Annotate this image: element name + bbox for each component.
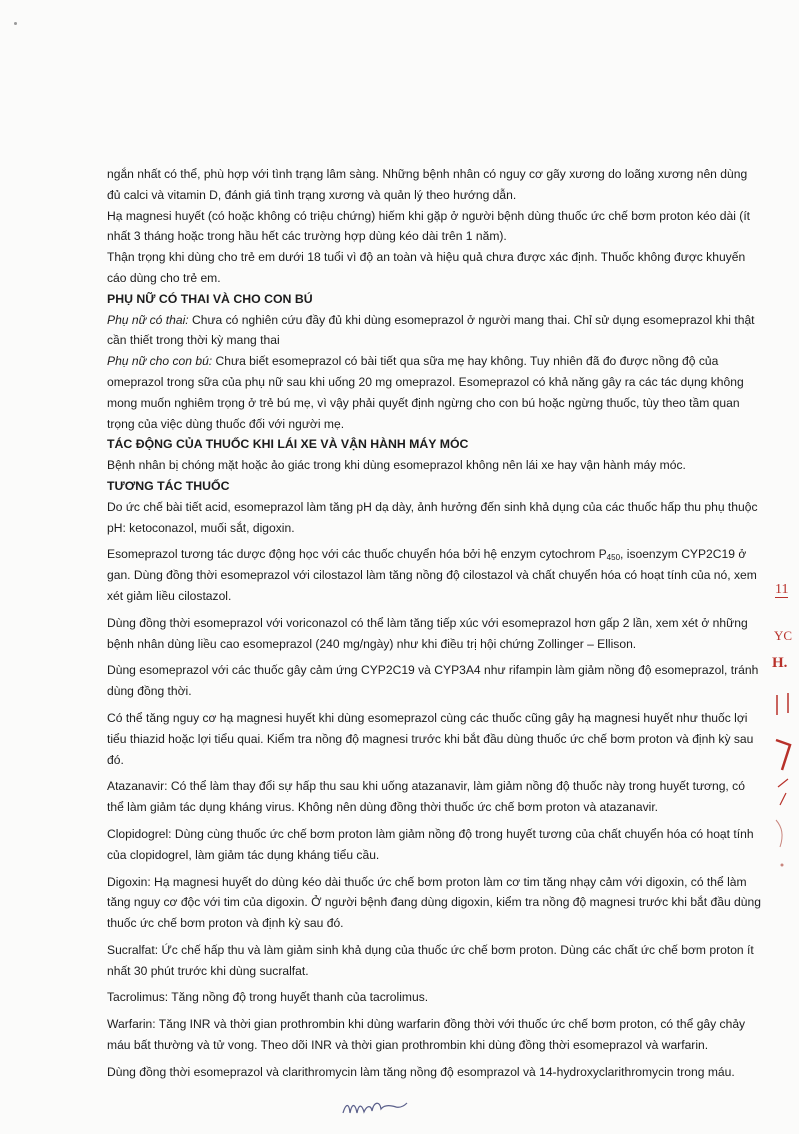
paragraph: Dùng esomeprazol với các thuốc gây cảm ứng CYP2C19 và CYP3A4 như rifampin làm giảm nồng độ esomeprazol, tránh dùng đồng thời. [107,663,759,699]
paragraph: ngắn nhất có thể, phù hợp với tình trạng lâm sàng. Những bệnh nhân có nguy cơ gãy xương do loãng xương nên dùng đủ calci và vitamin D, đánh giá tình trạng xương và quản lý theo hướng dẫn. [107,167,748,202]
paragraph-sucralfat: Sucralfat: Ức chế hấp thu và làm giảm sinh khả dụng của thuốc ức chế bơm proton. Dùng các chất ức chế bơm proton ít nhất 30 phút trước khi dùng sucralfat. [107,942,754,978]
paragraph: Dùng đồng thời esomeprazol và clarithromycin làm tăng nồng độ esomprazol và 14-hydroxyclarithromycin trong máu. [107,1064,735,1079]
paragraph-pregnancy [107,310,762,352]
paragraph-tacrolimus: Tacrolimus: Tăng nồng độ trong huyết thanh của tacrolimus. [107,990,429,1005]
stamp-fragment: 11 [775,582,789,597]
paragraph: Dùng đồng thời esomeprazol với voriconazol có thể làm tăng tiếp xúc với esomeprazol hơn gấp 2 lần, xem xét ở những bệnh nhân dùng liều cao esomeprazol (240 mg/ngày) như khi điều trị hội chứng Zollinger – Ellison. [107,615,748,651]
stamp-stroke-marks [768,565,798,885]
margin-stamp-fragments [768,565,798,885]
text-breastfeeding: Chưa biết esomeprazol có bài tiết qua sữa mẹ hay không. Tuy nhiên đã đo được nồng độ của omeprazol trong sữa của phụ nữ sau khi uống 20 mg omeprazol. Esomeprazol có khả năng gây ra các tác dụng không mong muốn nghiêm trọng ở trẻ bú mẹ, vì vậy phải quyết định ngừng cho con bú hoặc ngừng thuốc, tùy theo tầm quan trọng của việc dùng thuốc đối với người mẹ. [107,354,744,431]
stamp-fragment: YC [774,628,793,643]
section-heading-driving: TÁC ĐỘNG CỦA THUỐC KHI LÁI XE VÀ VẬN HÀNH MÁY MÓC [107,437,469,452]
paragraph-clopidogrel: Clopidogrel: Dùng cùng thuốc ức chế bơm proton làm giảm nồng độ trong huyết tương của chất chuyển hóa có hoạt tính của clopidogrel, làm giảm tác dụng kháng tiểu cầu. [107,826,754,862]
paragraph-breastfeeding [107,351,762,434]
text-part: Esomeprazol tương tác dược động học với các thuốc chuyển hóa bởi hệ enzym cytochrom P [107,547,607,562]
text-part: , isoenzym CYP2C19 ở gan. Dùng đồng thời esomeprazol với cilostazol làm tăng nồng độ cilostazol và chất chuyển hóa có hoạt tính của nó, xem xét giảm liều cilostazol. [107,547,757,603]
paragraph: Bệnh nhân bị chóng mặt hoặc ảo giác trong khi dùng esomeprazol không nên lái xe hay vận hành máy móc. [107,458,686,473]
label-pregnancy: Phụ nữ có thai: [107,312,189,327]
paragraph: Thận trọng khi dùng cho trẻ em dưới 18 tuổi vì độ an toàn và hiệu quả chưa được xác định. Thuốc không được khuyến cáo dùng cho trẻ em. [107,250,746,285]
paragraph: Có thể tăng nguy cơ hạ magnesi huyết khi dùng esomeprazol cùng các thuốc cũng gây hạ magnesi huyết như thuốc lợi tiểu thiazid hoặc lợi tiểu quai. Kiểm tra nồng độ magnesi trước khi bắt đầu dùng thuốc ức chế bơm proton và định kỳ sau đó. [107,710,754,767]
text-pregnancy: Chưa có nghiên cứu đầy đủ khi dùng esomeprazol ở người mang thai. Chỉ sử dụng esomeprazol khi thật cần thiết trong thời kỳ mang thai [107,312,755,348]
paragraph-digoxin: Digoxin: Hạ magnesi huyết do dùng kéo dài thuốc ức chế bơm proton làm cơ tim tăng nhạy cảm với digoxin, có thể làm tăng nguy cơ độc với tim của digoxin. Ở người bệnh đang dùng digoxin, kiểm tra nồng độ magnesi trước khi bắt đầu dùng thuốc ức chế bơm proton và định kỳ sau đó. [107,874,761,931]
section-heading-pregnancy: PHỤ NỮ CÓ THAI VÀ CHO CON BÚ [107,291,313,306]
stamp-fragment: H. [772,655,788,671]
handwritten-signature [340,1093,410,1123]
section-heading-interactions: TƯƠNG TÁC THUỐC [107,478,230,493]
paragraph-warfarin: Warfarin: Tăng INR và thời gian prothrombin khi dùng warfarin đồng thời với thuốc ức chế bơm proton, có thể gây chảy máu bất thường và tử vong. Theo dõi INR và thời gian prothrombin khi dùng đồng thời esomeprazol và warfarin. [107,1017,746,1053]
paragraph: Do ức chế bài tiết acid, esomeprazol làm tăng pH dạ dày, ảnh hưởng đến sinh khả dụng của các thuốc hấp thu phụ thuộc pH: ketoconazol, muối sắt, digoxin. [107,499,758,535]
label-breastfeeding: Phụ nữ cho con bú: [107,354,213,369]
paragraph: Hạ magnesi huyết (có hoặc không có triệu chứng) hiếm khi gặp ở người bệnh dùng thuốc ức chế bơm proton kéo dài (ít nhất 3 tháng hoặc trong hầu hết các trường hợp dùng kéo dài trên 1 năm). [107,208,751,244]
scan-speck [14,22,17,25]
document-body [107,164,762,1083]
subscript: 450 [606,553,621,563]
paragraph-atazanavir: Atazanavir: Có thể làm thay đổi sự hấp thu sau khi uống atazanavir, làm giảm nồng độ thuốc này trong huyết tương, có thể làm giảm tác dụng kháng virus. Không nên dùng đồng thời thuốc ức chế bơm proton và atazanavir. [107,779,745,815]
paragraph-cytochrome [107,544,762,606]
